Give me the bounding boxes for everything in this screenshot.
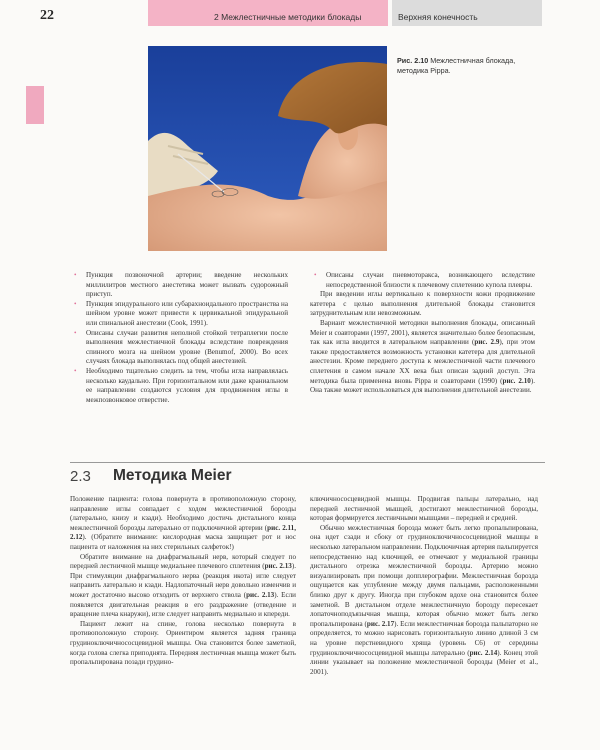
figure-reference: рис. 2.10: [502, 376, 531, 385]
paragraph: Пациент лежит на спине, голова несколько повернута в противоположную сторону. Ориентиром является задняя граница грудиноключичнососцевидной мышцы. Она становится более заметной, когда голова слегка приподнята. Передняя лестничная мышца может быть пропальпирована позади грудино-: [70, 619, 296, 667]
page-number: 22: [40, 8, 54, 23]
top-right-column: [310, 271, 535, 396]
paragraph: Обратите внимание на диафрагмальный нерв, который следует по передней лестничной мышце медиальнее плечевого сплетения (рис. 2.13). При стимуляции диафрагмального нерва (реакция икота) игле следует направить латерально и кзади. Надлопаточный нерв довольно изменчив и может достаточно высоко отходить от верхнего ствола (рис. 2.13). Если появляется двигательная реакция в его раздражение (отведение и вращение плеча кнаружи), игле следует направить медиально и кпереди.: [70, 552, 296, 619]
list-item: • Пункция позвоночной артерии; введение нескольких миллилитров местного анестетика может вызвать судорожный приступ.: [70, 271, 288, 300]
chapter-title: 2 Межлестничные методики блокады: [214, 12, 362, 22]
figure-reference: рис. 2.17: [366, 619, 395, 628]
paragraph: При введении иглы вертикально к поверхности кожи продвижение катетера с целью выполнения длительной блокады становится затруднительным или невозможным.: [310, 290, 535, 318]
list-item: • Пункция эпидурального или субарахноидального пространства на шейном уровне может привести к цервикальной эпидуральной или спинальной анестезии (Cook, 1991).: [70, 300, 288, 329]
section-heading: Методика Meier: [113, 467, 232, 484]
figure-reference: рис. 2.13: [264, 562, 292, 571]
bottom-left-column: [70, 495, 296, 668]
figure-photo: [148, 46, 387, 251]
bottom-right-column: [310, 495, 538, 677]
figure-reference: рис. 2.9: [474, 338, 500, 347]
section-number: 2.3: [70, 468, 91, 485]
caption-text: Межлестничная блокада, методика Pippa.: [397, 56, 516, 75]
figure-reference: рис. 2.13: [246, 590, 275, 599]
figure-reference: рис. 2.14: [469, 648, 498, 657]
side-thumb-marker: [26, 86, 44, 124]
section-divider: [70, 462, 545, 463]
list-item: • Описаны случаи развития неполной стойкой тетраплегии после выполнения межлестничной блокады вследствие повреждения спинного мозга на шейном уровне (Benumof, 2000). Во всех случаях блокада выполнялась под общей анестезией.: [70, 329, 288, 367]
patient-neck-photo: [148, 46, 387, 251]
complications-list-continued: [310, 271, 535, 290]
section-title-header: Верхняя конечность: [398, 12, 478, 22]
figure-caption: [397, 56, 547, 75]
paragraph: Положение пациента: голова повернута в противоположную сторону, направление иглы совпадает с ходом межлестничной борозды (латерально, книзу и кзади). Необходимо достичь дистального конца межлестничной борозды латерально от подключичной артерии (рис. 2.11, 2.12). (Обратите внимание: кислородная маска защищает рот и нос пациента от наложения на них стерильных салфеток!): [70, 495, 296, 551]
list-item: • Необходимо тщательно следить за тем, чтобы игла направлялась несколько каудально. При горизонтальном или даже краниальном ее направлении создаются условия для продвижения иглы в межпозвонковое отверстие.: [70, 367, 288, 405]
caption-label: Рис. 2.10: [397, 56, 429, 65]
complications-list: [70, 271, 288, 405]
figure-reference: рис. 2.11, 2.12: [70, 523, 296, 542]
paragraph: Вариант межлестничной методики выполнения блокады, описанный Meier и соавторами (1997, 2001), является значительно более безопасным, так как игла вводится в латеральном направлении (рис. 2.9), при этом также предоставляется возможность установки катетера для длительной анестезии. Кроме переднего доступа к межлестничной части плечевого сплетения в самом начале XX века был описан задний доступ. Эта методика была применена вновь Pippa и соавторами (1990) (рис. 2.10). Она также может использоваться для выполнения длительной анестезии.: [310, 318, 535, 395]
paragraph: ключичнососцевидной мышцы. Продвигая пальцы латерально, над передней лестничной мышцей, достигают межлестничной борозды, которая формируется лестничными мышцами – передней и средней.: [310, 495, 538, 523]
top-left-column: [70, 271, 288, 405]
list-item: • Описаны случаи пневмоторакса, возникающего вследствие непосредственной близости к плечевому сплетению купола плевры.: [310, 271, 535, 290]
paragraph: Обычно межлестничная борозда может быть легко пропальпирована, она идет сзади и сбоку от грудиноключичнососцевидной мышцы в несколько латеральном направлении. Подключичная артерия пальпируется непосредственно над ключицей, ее отмечают у медиальной границы дистального отрезка межлестничной борозды. Артерию можно визуализировать при помощи допплерографии. Межлестничная борозда ощущается как углубление между двумя пальцами, расположенными близко друг к другу. Иногда при глубоком вдохе она становится более заметной. В дистальном отделе межлестничную борозду пересекает лопаточноподъязычная мышца, которая обычно может быть легко пропальпирована (рис. 2.17). Если межлестничная борозда пальпаторно не определяется, то можно нарисовать горизонтальную линию длиной 3 см на уровне перстневидного хряща (уровень C6) от середины грудиноключичнососцевидной мышцы латерально (рис. 2.14). Конец этой линии указывает на положение межлестничной борозды (Meier et al., 2001).: [310, 523, 538, 676]
